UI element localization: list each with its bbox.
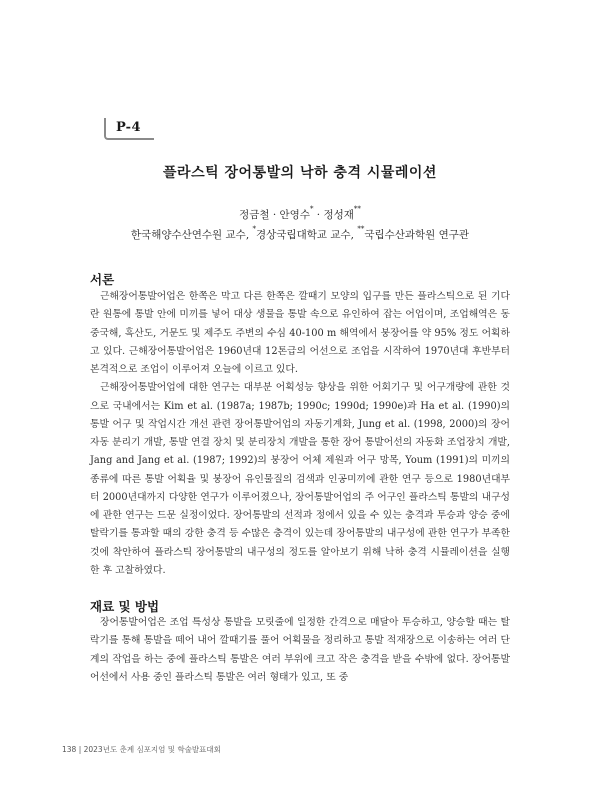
author-separator: · [269, 209, 280, 221]
page-footer: 138 | 2023년도 춘계 심포지엄 및 학술발표대회 [62, 745, 221, 754]
affiliation-mark: ** [353, 205, 361, 213]
section-body-methods [90, 614, 510, 687]
affiliation-text: 경상국립대학교 교수, [256, 229, 358, 241]
paper-code-label: P-4 [104, 118, 154, 140]
author-list [0, 207, 600, 222]
paper-title: 플라스틱 장어통발의 낙하 충격 시뮬레이션 [163, 165, 437, 181]
body-paragraph: 근해장어통발어업은 한쪽은 막고 다른 한쪽은 깔때기 모양의 입구를 만든 플라스틱으로 된 기다란 원통에 통발 안에 미끼를 넣어 대상 생물을 통발 속으로 유인하여 잡는 어업이며, 조업해역은 동중국해, 흑산도, 거문도 및 제주도 주변의 수심 40-100 m 해역에서 붕장어를 약 95% 정도 어획하고 있다. 근해장어통발어업은 1960년대 12톤급의 어선으로 조업을 시작하여 1970년대 후반부터 본격적으로 조업이 이루어져 오늘에 이르고 있다. [90, 291, 510, 375]
affiliation-list [0, 227, 600, 242]
affiliation-mark: * [309, 205, 314, 213]
author-separator: · [313, 209, 324, 221]
affiliation-text: 한국해양수산연수원 교수, [130, 229, 253, 241]
author-name: 정성재 [323, 209, 354, 221]
body-paragraph: 장어통발어업은 조업 특성상 통발을 모릿줄에 일정한 간격으로 매달아 투승하고, 양승할 때는 탈락기를 통해 통발을 떼어 내어 깔때기를 풀어 어획물을 정리하고 통발 적재장으로 이송하는 여러 단계의 작업을 하는 중에 플라스틱 통발은 여러 부위에 크고 작은 충격을 받을 수밖에 없다. 장어통발어선에서 사용 중인 플라스틱 통발은 여러 형태가 있고, 또 중 [90, 617, 510, 683]
author-name: 안영수 [279, 209, 310, 221]
body-paragraph: 근해장어통발어업에 대한 연구는 대부분 어획성능 향상을 위한 어회기구 및 어구개량에 관한 것으로 국내에서는 Kim et al. (1987a; 1987b; 1990c; 1990d; 1990e)과 Ha et al. (1990)의 통발 어구 및 작업시간 개선 관련 장어통발어업의 자동기계화, Jung et al. (1998, 2000)의 장어 자동 분리기 개발, 통발 연결 장치 및 분리장치 개발을 통한 장어 통발어선의 자동화 조업장치 개발, Jang and Jang et al. (1987; 1992)의 붕장어 어체 제원과 어구 망목, Youm (1991)의 미끼의 종류에 따른 통발 어획율 및 붕장어 유인물질의 검색과 인공미끼에 관한 연구 등으로 1980년대부터 2000년대까지 다양한 연구가 이루어졌으나, 장어통발어업의 주 어구인 플라스틱 통발의 내구성에 관한 연구는 드문 실정이었다. 장어통발의 선적과 정에서 있을 수 있는 충격과 투승과 양승 중에 탈락기를 통과할 때의 강한 충격 등 수많은 충격이 있는데 장어통발의 내구성에 관한 연구가 부족한 것에 착안하여 플라스틱 장어통발의 내구성의 정도를 알아보기 위해 낙하 충격 시뮬레이션을 실행한 후 고찰하였다. [90, 382, 510, 576]
section-heading-methods: 재료 및 방법 [90, 599, 160, 614]
affiliation-mark: * [252, 225, 256, 233]
section-heading-intro: 서론 [90, 272, 115, 287]
author-name: 정금철 [239, 209, 270, 221]
affiliation-mark: ** [357, 225, 365, 233]
section-body-intro [90, 288, 510, 580]
affiliation-text: 국립수산과학원 연구관 [364, 229, 470, 241]
